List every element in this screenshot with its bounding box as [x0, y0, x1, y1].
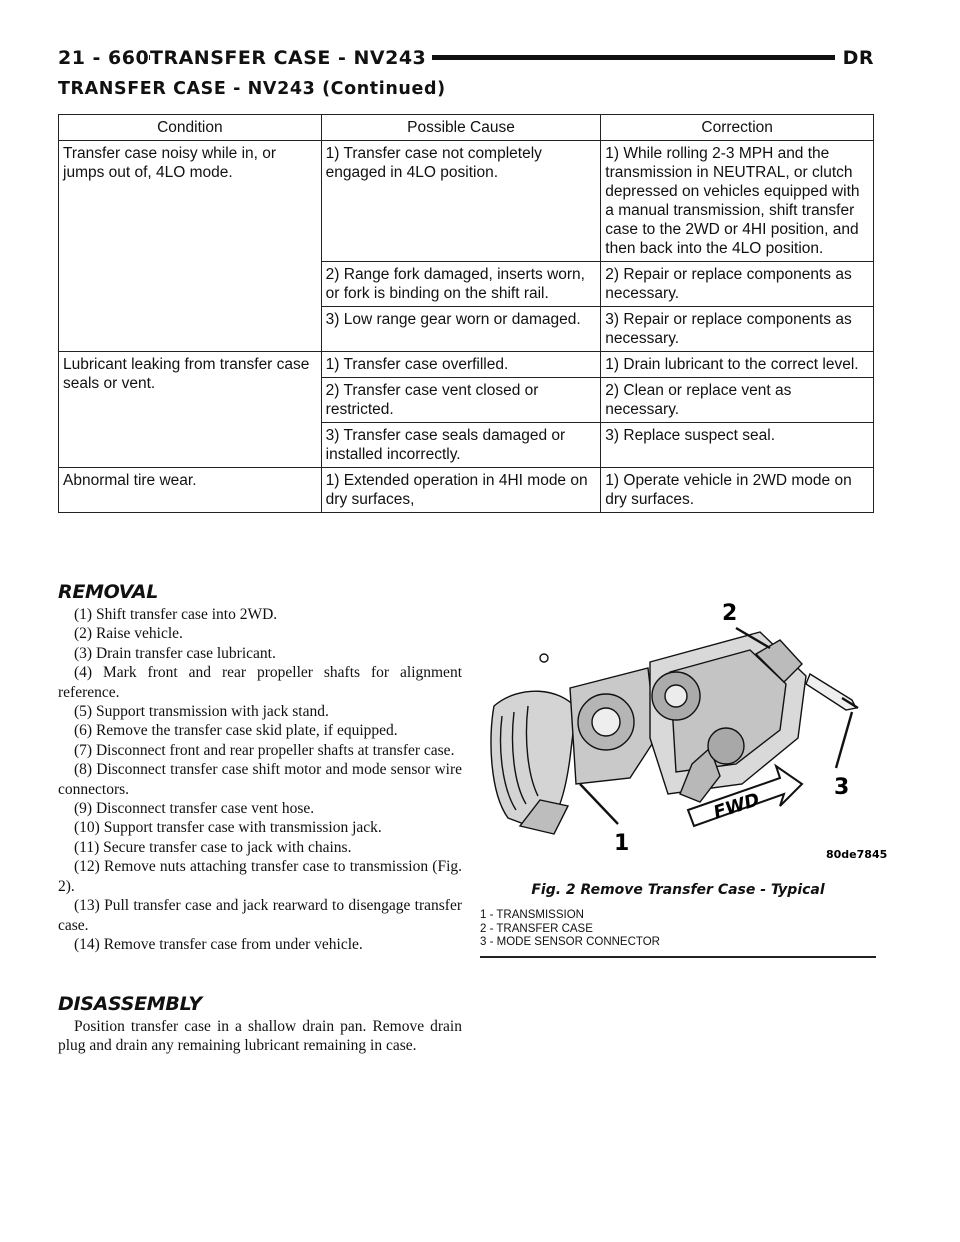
list-item: (2) Raise vehicle. [74, 625, 183, 643]
column-header-cause: Possible Cause [321, 115, 601, 141]
list-item: (12) Remove nuts attaching transfer case to transmission (Fig. 2). [58, 858, 462, 895]
callout-2: 2 [722, 601, 738, 626]
list-item: (13) Pull transfer case and jack rearward to disengage transfer case. [58, 897, 462, 934]
figure-legend [480, 909, 660, 950]
fwd-label: FWD [710, 789, 763, 824]
figure-remove-transfer-case [480, 588, 888, 958]
list-item: (5) Support transmission with jack stand. [74, 703, 329, 721]
callout-1: 1 [614, 831, 630, 856]
list-item: 3 - MODE SENSOR CONNECTOR [480, 936, 660, 948]
list-item: (9) Disconnect transfer case vent hose. [74, 800, 315, 818]
list-item: (6) Remove the transfer case skid plate, if equipped. [74, 722, 398, 740]
list-item: 2 - TRANSFER CASE [480, 922, 593, 935]
correction-cell: 1) Operate vehicle in 2WD mode on dry surfaces. [601, 468, 874, 513]
removal-steps [58, 605, 462, 954]
cause-cell: 3) Transfer case seals damaged or installed incorrectly. [321, 423, 601, 468]
cause-cell: 2) Transfer case vent closed or restricted. [321, 378, 601, 423]
correction-cell: 3) Replace suspect seal. [601, 423, 874, 468]
list-item: (10) Support transfer case with transmission jack. [74, 819, 382, 837]
diagnosis-table [58, 114, 874, 513]
condition-cell: Lubricant leaking from transfer case seals or vent. [59, 352, 322, 468]
list-item: (1) Shift transfer case into 2WD. [74, 606, 278, 623]
page-number: 21 - 660 [58, 44, 149, 72]
table-header-row [59, 115, 874, 141]
transfer-case-drawing [650, 632, 856, 802]
continued-title: TRANSFER CASE - NV243 (Continued) [58, 79, 446, 99]
list-item: (4) Mark front and rear propeller shafts for alignment reference. [58, 664, 462, 701]
disassembly-paragraph: Position transfer case in a shallow drain pan. Remove drain plug and drain any remaining lubricant remaining in case. [58, 1018, 462, 1055]
cause-cell: 1) Transfer case not completely engaged in 4LO position. [321, 141, 601, 262]
disassembly-heading: DISASSEMBLY [58, 993, 202, 1015]
column-header-correction: Correction [601, 115, 874, 141]
table-row [59, 352, 874, 378]
image-code: 80de7845 [826, 848, 888, 861]
brand-code: DR [835, 44, 874, 72]
cause-cell: 3) Low range gear worn or damaged. [321, 307, 601, 352]
correction-cell: 1) While rolling 2-3 MPH and the transmission in NEUTRAL, or clutch depressed on vehicles equipped with a manual transmission, shift transfer case to the 2WD or 4HI position, and then back into the 4LO position. [601, 141, 874, 262]
figure-caption: Fig. 2 Remove Transfer Case - Typical [531, 882, 825, 898]
list-item: 1 - TRANSMISSION [480, 909, 584, 921]
correction-cell: 3) Repair or replace components as necessary. [601, 307, 874, 352]
correction-cell: 1) Drain lubricant to the correct level. [601, 352, 874, 378]
list-item: (14) Remove transfer case from under vehicle. [74, 935, 363, 953]
correction-cell: 2) Clean or replace vent as necessary. [601, 378, 874, 423]
list-item: (8) Disconnect transfer case shift motor and mode sensor wire connectors. [58, 761, 462, 798]
cause-cell: 1) Extended operation in 4HI mode on dry surfaces, [321, 468, 601, 513]
list-item: (7) Disconnect front and rear propeller shafts at transfer case. [74, 741, 455, 759]
callout-3: 3 [834, 775, 850, 800]
cause-cell: 2) Range fork damaged, inserts worn, or fork is binding on the shift rail. [321, 262, 601, 307]
list-item: (11) Secure transfer case to jack with chains. [74, 838, 352, 856]
list-item: (3) Drain transfer case lubricant. [74, 644, 276, 662]
correction-cell: 2) Repair or replace components as necessary. [601, 262, 874, 307]
column-header-condition: Condition [59, 115, 322, 141]
section-name: TRANSFER CASE - NV243 [150, 44, 432, 72]
removal-heading: REMOVAL [58, 581, 159, 603]
page-header [58, 44, 874, 72]
leader-line-3 [836, 712, 852, 768]
table-row [59, 468, 874, 513]
transmission-drawing [491, 654, 656, 834]
transfer-case-illustration [480, 588, 888, 870]
leader-line-1 [580, 784, 618, 824]
cause-cell: 1) Transfer case overfilled. [321, 352, 601, 378]
table-row [59, 141, 874, 262]
condition-cell: Transfer case noisy while in, or jumps out of, 4LO mode. [59, 141, 322, 352]
figure-rule [480, 956, 876, 958]
condition-cell: Abnormal tire wear. [59, 468, 322, 513]
